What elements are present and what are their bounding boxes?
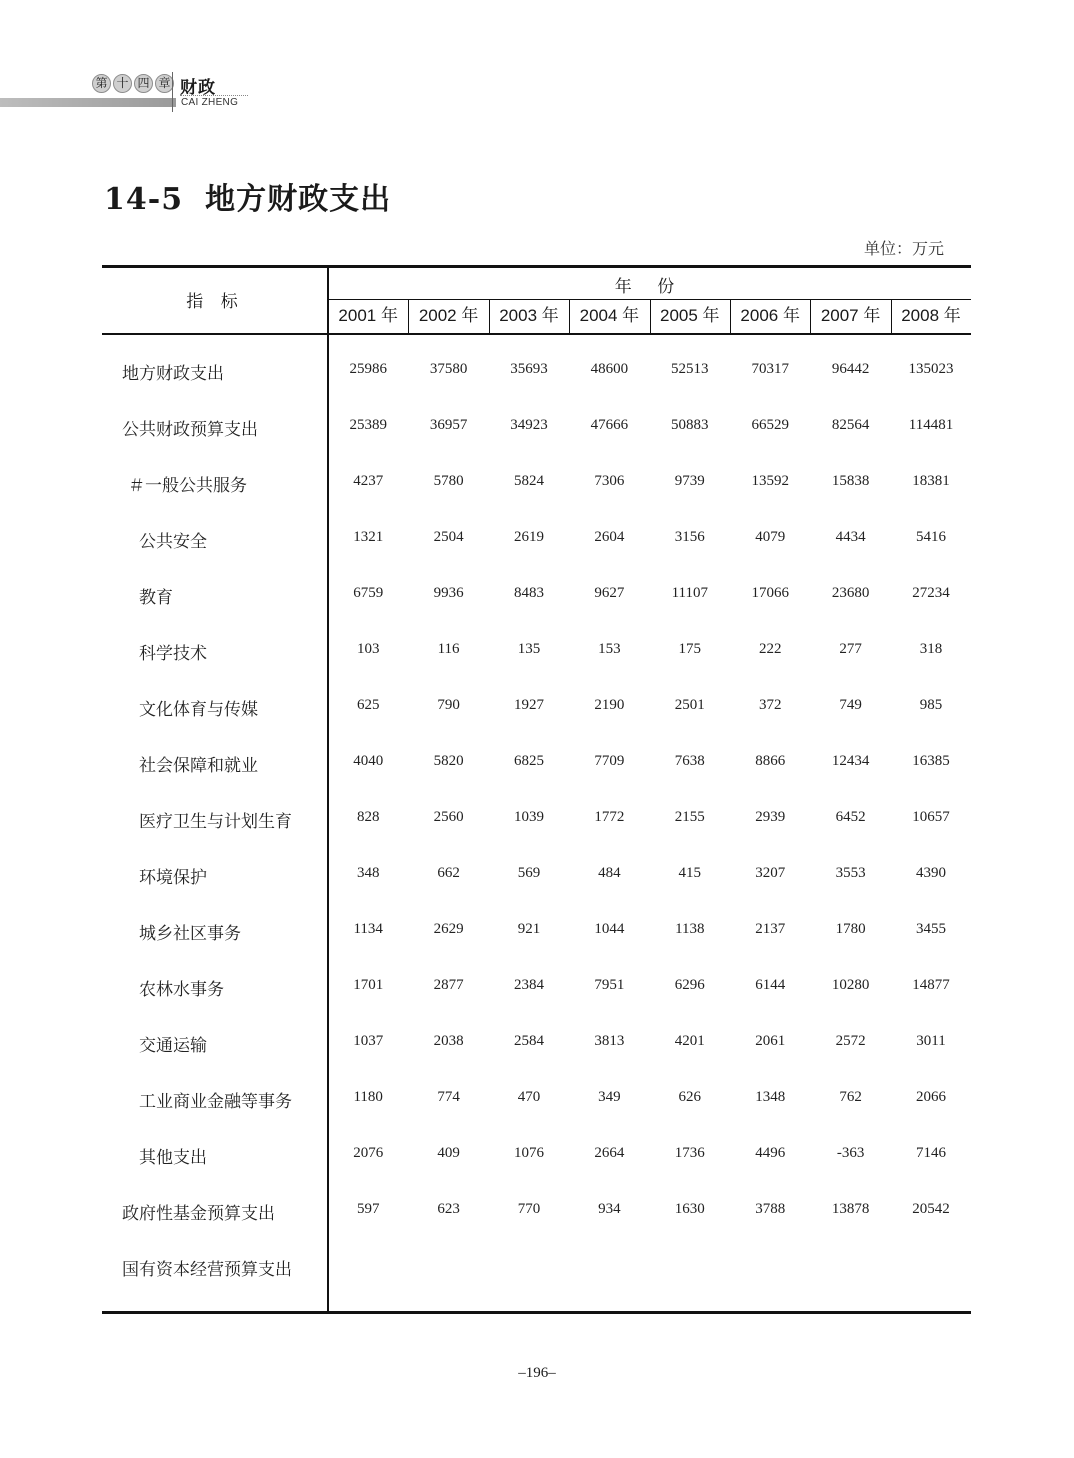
table-cell: 37580 [429, 361, 468, 377]
table-cell: 2619 [513, 529, 544, 545]
table-cell: 3553 [835, 865, 866, 881]
table-cell: 103 [356, 641, 380, 657]
table-cell: 6759 [353, 585, 384, 601]
year-header-cell: 2002 年 [418, 306, 479, 325]
table-row [102, 677, 971, 733]
row-label: 交通运输 [139, 1036, 207, 1056]
table-cell: 3813 [594, 1033, 625, 1049]
table-cell: 34923 [510, 417, 548, 433]
row-label: 国有资本经营预算支出 [122, 1260, 292, 1280]
row-label: 地方财政支出 [122, 364, 224, 384]
page-title [104, 174, 391, 218]
table-cell: 12434 [831, 753, 870, 769]
table-cell: 7951 [594, 977, 625, 993]
table-cell: 114481 [908, 417, 954, 433]
table-cell: 2584 [513, 1033, 544, 1049]
table-cell: 1701 [353, 977, 384, 993]
table-cell: 3788 [755, 1201, 786, 1217]
table-cell: 4390 [915, 865, 946, 881]
table-cell: 1321 [353, 529, 384, 545]
page-number: –196– [518, 1365, 556, 1381]
table-cell: 7709 [594, 753, 625, 769]
table-cell: 4496 [755, 1145, 786, 1161]
year-header-cell: 2005 年 [660, 306, 720, 325]
table-cell: 7306 [594, 473, 625, 489]
table-cell: 1630 [674, 1201, 705, 1217]
table-cell: 1037 [353, 1033, 384, 1049]
table-cell: 11107 [671, 585, 708, 601]
table-cell: 2137 [755, 921, 786, 937]
header-gray-bar [0, 98, 176, 107]
row-label: 社会保障和就业 [139, 756, 258, 776]
row-label: 政府性基金预算支出 [122, 1204, 275, 1224]
year-header-cell: 2008 年 [901, 306, 961, 325]
table-cell: 470 [517, 1089, 541, 1105]
row-label: 环境保护 [139, 868, 207, 888]
table-cell: 153 [598, 641, 621, 657]
chapter-char: 四 [134, 74, 153, 93]
table-row [102, 1125, 971, 1181]
table-cell: -363 [836, 1145, 865, 1161]
table-row [102, 845, 971, 901]
table-row [102, 565, 971, 621]
table-cell: 348 [356, 865, 380, 881]
table-cell: 82564 [831, 417, 870, 433]
table-cell: 2629 [433, 921, 464, 937]
table-row [102, 733, 971, 789]
table-row [102, 901, 971, 957]
table-cell: 3156 [674, 529, 705, 545]
header-separator [172, 72, 173, 112]
table-cell: 9627 [594, 585, 625, 601]
table-cell: 52513 [671, 361, 709, 377]
table-cell: 1348 [755, 1089, 786, 1105]
table-cell: 372 [758, 697, 782, 713]
table-cell: 20542 [912, 1201, 950, 1217]
table-cell: 2572 [835, 1033, 866, 1049]
table-cell: 277 [839, 641, 862, 657]
table-cell: 828 [356, 809, 380, 825]
table-cell: 7146 [915, 1145, 946, 1161]
table-cell: 8866 [755, 753, 786, 769]
table-cell: 3207 [755, 865, 786, 881]
table-cell: 25986 [349, 361, 387, 377]
table-cell: 15838 [831, 473, 870, 489]
table-cell: 409 [437, 1145, 460, 1161]
row-label: 城乡社区事务 [139, 924, 241, 944]
table-cell: 5824 [513, 473, 544, 489]
table-cell: 2504 [433, 529, 464, 545]
table-cell: 4201 [674, 1033, 705, 1049]
chapter-subtitle: CAI ZHENG [181, 97, 239, 108]
table-cell: 2560 [433, 809, 464, 825]
table-cell: 35693 [510, 361, 548, 377]
table-row [102, 1069, 971, 1125]
table-cell: 770 [517, 1201, 541, 1217]
table-top-rule [102, 265, 971, 268]
table-row [102, 509, 971, 565]
row-label: ＃一般公共服务 [128, 476, 247, 496]
table-cell: 1927 [513, 697, 544, 713]
table-cell: 3011 [916, 1033, 946, 1049]
table-cell: 569 [517, 865, 541, 881]
table-cell: 415 [678, 865, 702, 881]
year-header-cell: 2006 年 [740, 306, 800, 325]
table-cell: 2384 [513, 977, 544, 993]
row-label: 医疗卫生与计划生育 [139, 812, 292, 832]
chapter-badge [92, 74, 174, 93]
table-cell: 2604 [594, 529, 625, 545]
table-cell: 66529 [751, 417, 789, 433]
chapter-char: 第 [92, 74, 111, 93]
table-cell: 2877 [433, 977, 464, 993]
table-cell: 13592 [751, 473, 789, 489]
table-cell: 1044 [594, 921, 625, 937]
table-cell: 790 [437, 697, 460, 713]
table-cell: 70317 [751, 361, 789, 377]
table-cell: 1780 [835, 921, 866, 937]
table-cell: 1736 [674, 1145, 705, 1161]
table-cell: 4040 [353, 753, 384, 769]
table-cell: 4434 [835, 529, 866, 545]
table-cell: 50883 [671, 417, 709, 433]
table-cell: 2155 [674, 809, 705, 825]
chapter-title: 财政 [180, 78, 216, 98]
table-cell: 2501 [674, 697, 705, 713]
table-cell: 623 [437, 1201, 460, 1217]
table-cell: 36957 [429, 417, 468, 433]
table-cell: 8483 [513, 585, 544, 601]
table-cell: 934 [598, 1201, 621, 1217]
table-cell: 48600 [590, 361, 629, 377]
table-cell: 9936 [433, 585, 464, 601]
table-cell: 116 [437, 641, 460, 657]
table-cell: 2038 [433, 1033, 464, 1049]
table-cell: 175 [678, 641, 702, 657]
table-row [102, 1013, 971, 1069]
header-dotted-rule [180, 95, 248, 96]
table-cell: 1039 [513, 809, 544, 825]
table-cell: 96442 [831, 361, 870, 377]
year-header-cell: 2003 年 [499, 306, 559, 325]
year-header-cell: 2004 年 [579, 306, 640, 325]
table-cell: 25389 [349, 417, 387, 433]
table-cell: 662 [437, 865, 460, 881]
row-label: 教育 [139, 588, 173, 608]
table-cell: 6825 [513, 753, 544, 769]
table-cell: 597 [356, 1201, 380, 1217]
chapter-char: 章 [155, 74, 174, 93]
table-cell: 17066 [751, 585, 789, 601]
table-cell: 10657 [912, 809, 950, 825]
table-cell: 2061 [755, 1033, 786, 1049]
table-cell: 921 [517, 921, 541, 937]
table-cell: 318 [919, 641, 943, 657]
row-label: 农林水事务 [139, 980, 224, 1000]
table-cell: 2190 [594, 697, 625, 713]
table-cell: 14877 [912, 977, 950, 993]
table-number: 14-5 [104, 182, 184, 217]
table-cell: 18381 [912, 473, 950, 489]
table-cell: 2066 [915, 1089, 946, 1105]
table-title: 地方财政支出 [205, 182, 392, 217]
table-cell: 626 [678, 1089, 702, 1105]
table-cell: 774 [437, 1089, 460, 1105]
table-cell: 1138 [675, 921, 705, 937]
table-cell: 762 [839, 1089, 862, 1105]
table-row [102, 957, 971, 1013]
table-cell: 135023 [908, 361, 954, 377]
table-row [102, 341, 971, 397]
year-group-header: 年 份 [614, 277, 685, 297]
indicator-header: 指 标 [186, 292, 244, 312]
table-cell: 27234 [912, 585, 950, 601]
table-row [102, 453, 971, 509]
row-label: 科学技术 [139, 644, 207, 664]
table-cell: 4237 [353, 473, 384, 489]
row-label: 文化体育与传媒 [139, 700, 258, 720]
table-row [102, 397, 971, 453]
unit-label: 单位：万元 [863, 239, 944, 258]
year-header-cell: 2001 年 [338, 306, 398, 325]
table-cell: 985 [919, 697, 943, 713]
table-cell: 625 [356, 697, 380, 713]
table-cell: 10280 [831, 977, 870, 993]
row-label: 其他支出 [139, 1148, 207, 1168]
table-cell: 1076 [513, 1145, 544, 1161]
table-cell: 1180 [353, 1089, 383, 1105]
row-label: 工业商业金融等事务 [139, 1092, 292, 1112]
table-cell: 2076 [353, 1145, 384, 1161]
chapter-char: 十 [113, 74, 132, 93]
table-cell: 5820 [433, 753, 464, 769]
table-header-rule [102, 333, 971, 335]
table-cell: 13878 [831, 1201, 870, 1217]
table-cell: 47666 [590, 417, 629, 433]
year-header-cell: 2007 年 [820, 306, 881, 325]
table-cell: 6296 [674, 977, 705, 993]
table-cell: 5416 [915, 529, 946, 545]
table-body [102, 341, 971, 1293]
table-cell: 5780 [433, 473, 464, 489]
row-label: 公共财政预算支出 [122, 420, 258, 440]
table-cell: 4079 [755, 529, 786, 545]
table-bottom-rule [102, 1311, 971, 1314]
table-cell: 16385 [912, 753, 950, 769]
table-cell: 749 [839, 697, 862, 713]
table-cell: 1134 [353, 921, 383, 937]
table-cell: 349 [598, 1089, 621, 1105]
table-row [102, 621, 971, 677]
table-cell: 1772 [594, 809, 625, 825]
row-label: 公共安全 [139, 532, 207, 552]
table-row [102, 789, 971, 845]
table-cell: 135 [517, 641, 541, 657]
table-cell: 6452 [835, 809, 866, 825]
table-cell: 9739 [674, 473, 705, 489]
table-cell: 23680 [831, 585, 870, 601]
table-row [102, 1237, 971, 1293]
table-cell: 484 [598, 865, 621, 881]
table-cell: 2939 [755, 809, 786, 825]
table-row [102, 1181, 971, 1237]
table-cell: 222 [758, 641, 782, 657]
table-cell: 7638 [674, 753, 705, 769]
table-cell: 6144 [755, 977, 786, 993]
table-cell: 2664 [594, 1145, 625, 1161]
table-cell: 3455 [915, 921, 946, 937]
